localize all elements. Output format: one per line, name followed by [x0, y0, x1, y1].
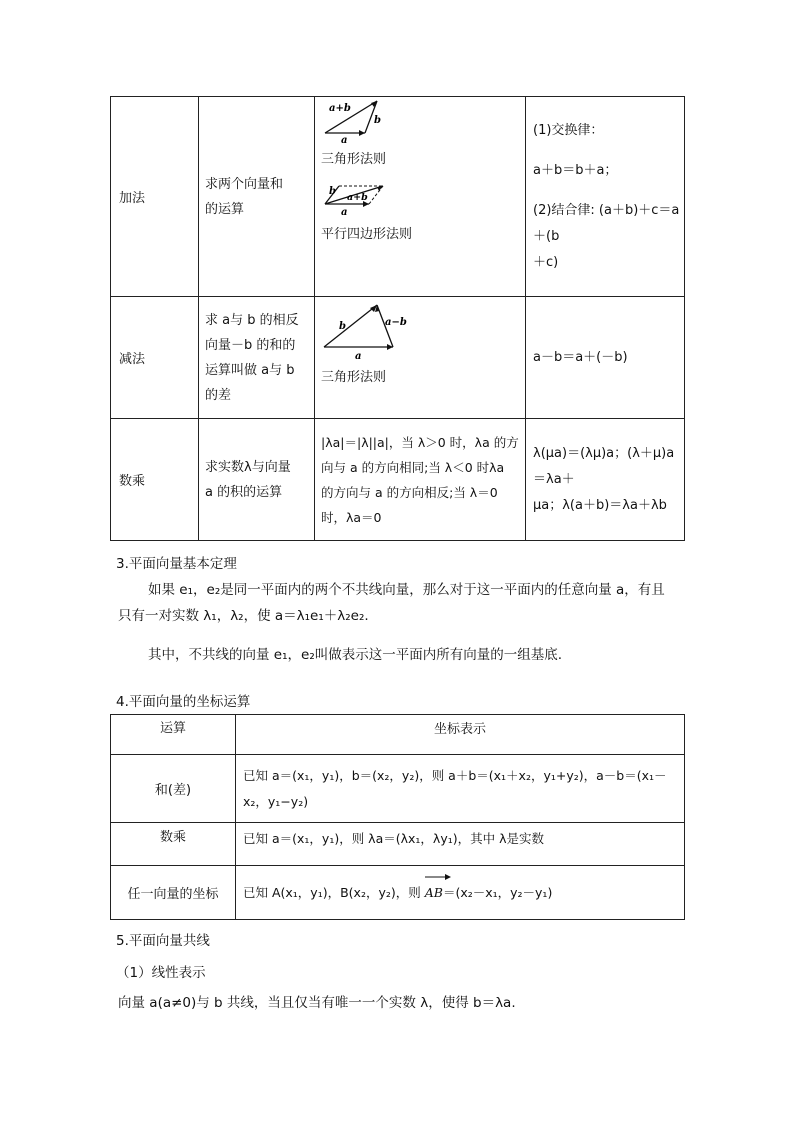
- op-scalar: 数乘: [111, 823, 236, 866]
- op-name-subtraction: 减法: [111, 297, 199, 419]
- fig3-label-diff: a−b: [385, 317, 407, 328]
- op-def-scalar: |λa|＝|λ||a|，当 λ＞0 时，λa 的方 向与 a 的方向相同;当 λ＜0 时λa 的方向与 a 的方向相反;当 λ＝0 时，λa＝0: [315, 419, 526, 541]
- table-row: [111, 97, 685, 297]
- fig2-label-b: b: [329, 186, 336, 197]
- table-row: [111, 419, 685, 541]
- section3-para2: 其中，不共线的向量 e₁，e₂叫做表示这一平面内所有向量的一组基底.: [148, 647, 563, 663]
- rule-parallelogram: 平行四边形法则: [321, 227, 413, 242]
- triangle-rule-figure: [321, 97, 391, 145]
- section5-text: 向量 a(a≠0)与 b 共线，当且仅当有唯一一个实数 λ，使得 b＝λa.: [118, 995, 516, 1011]
- section3-para1-line1: 如果 e₁，e₂是同一平面内的两个不共线向量，那么对于这一平面内的任意向量 a，有且: [148, 582, 665, 598]
- op-desc-subtraction: 求 a与 b 的相反 向量－b 的和的 运算叫做 a与 b 的差: [199, 297, 315, 419]
- section3-para1-line2: 只有一对实数 λ₁，λ₂，使 a＝λ₁e₁＋λ₂e₂.: [118, 608, 369, 624]
- fig2-label-sum: a+b: [347, 192, 368, 203]
- table-row: [111, 297, 685, 419]
- op-name-addition: 加法: [111, 97, 199, 297]
- op-rule-subtraction: [315, 297, 526, 419]
- op-desc-addition: 求两个向量和 的运算: [199, 97, 315, 297]
- section5-heading: 5.平面向量共线: [116, 933, 210, 949]
- op-name-scalar: 数乘: [111, 419, 199, 541]
- parallelogram-rule-figure: [321, 178, 391, 218]
- vector-operations-table: [110, 96, 685, 541]
- op-any-vector: 任一向量的坐标: [111, 866, 236, 920]
- fig3-label-b: b: [339, 321, 346, 332]
- coordinate-operations-table: [110, 714, 685, 920]
- op-sum-diff: 和(差): [111, 755, 236, 823]
- op-rule-addition: [315, 97, 526, 297]
- coord-sum-diff: 已知 a＝(x₁，y₁)，b＝(x₂，y₂)，则 a＋b＝(x₁＋x₂，y₁+y₂)，a－b＝(x₁－ x₂，y₁−y₂): [236, 755, 685, 823]
- rule-triangle: 三角形法则: [321, 152, 387, 167]
- table-row: [111, 755, 685, 823]
- header-op: 运算: [111, 715, 236, 755]
- header-coord: 坐标表示: [236, 715, 685, 755]
- table-row: [111, 715, 685, 755]
- fig2-label-a: a: [341, 207, 348, 218]
- fig1-label-a: a: [341, 135, 348, 145]
- vector-arrow-icon: [424, 873, 452, 881]
- section4-heading: 4.平面向量的坐标运算: [116, 694, 251, 710]
- op-laws-addition: (1)交换律： a＋b＝b＋a； (2)结合律: (a＋b)＋c＝a＋(b ＋c): [526, 97, 685, 297]
- op-desc-scalar: 求实数λ与向量 a 的积的运算: [199, 419, 315, 541]
- op-laws-scalar: λ(μa)＝(λμ)a；(λ＋μ)a＝λa＋ μa；λ(a＋b)＝λa＋λb: [526, 419, 685, 541]
- coord-any-vector: 已知 A(x₁，y₁)，B(x₂，y₂)，则 AB＝(x₂－x₁，y₂－y₁): [236, 866, 685, 920]
- fig1-label-b: b: [374, 115, 381, 126]
- section5-sub: （1）线性表示: [116, 965, 206, 981]
- table-row: [111, 823, 685, 866]
- subtraction-triangle-figure: [321, 299, 411, 361]
- fig1-label-sum: a+b: [329, 103, 351, 114]
- section3-heading: 3.平面向量基本定理: [116, 556, 237, 572]
- vector-ab: AB: [425, 880, 443, 906]
- op-laws-subtraction: a－b＝a＋(－b): [526, 297, 685, 419]
- table-row: [111, 866, 685, 920]
- fig3-label-a: a: [355, 351, 362, 361]
- coord-scalar: 已知 a＝(x₁，y₁)，则 λa＝(λx₁，λy₁)，其中 λ是实数: [236, 823, 685, 866]
- rule-triangle-sub: 三角形法则: [321, 370, 387, 385]
